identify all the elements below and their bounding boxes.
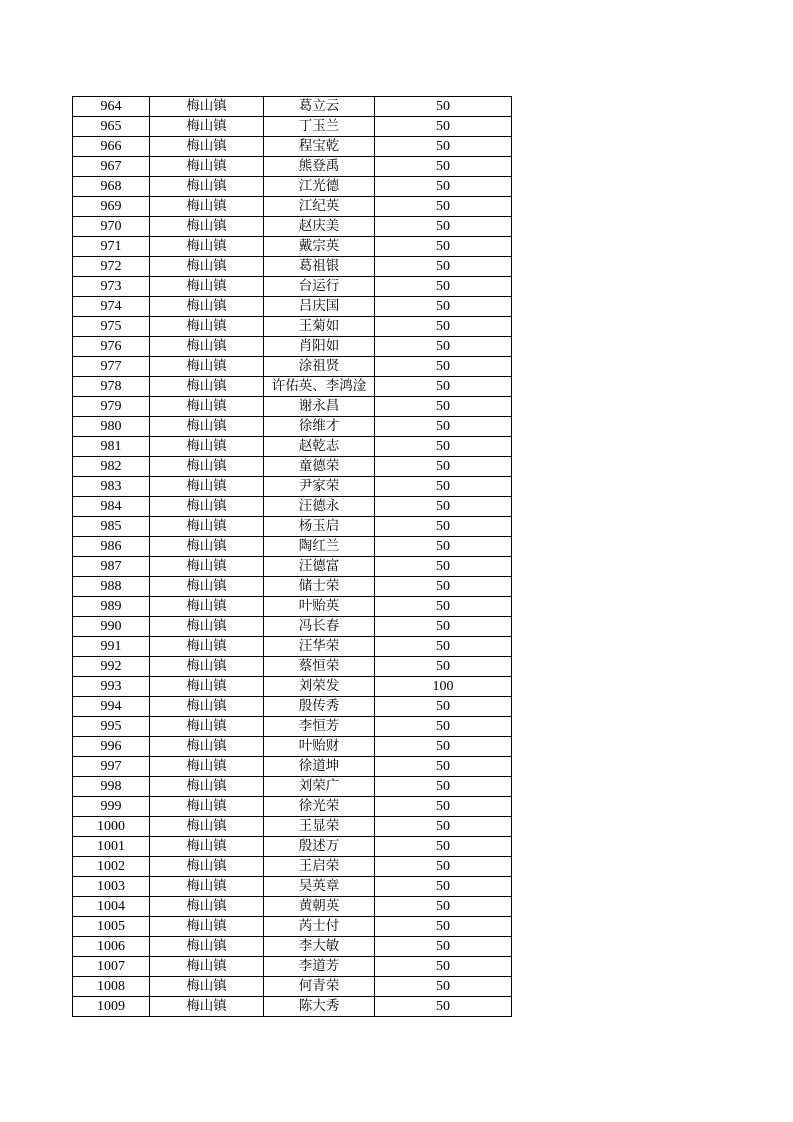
row-number-cell: 1004 — [73, 897, 150, 917]
row-number-cell: 999 — [73, 797, 150, 817]
amount-cell: 50 — [375, 157, 512, 177]
table-row — [73, 557, 512, 577]
amount-cell: 50 — [375, 337, 512, 357]
table-row — [73, 857, 512, 877]
town-cell: 梅山镇 — [150, 557, 264, 577]
table-row — [73, 417, 512, 437]
amount-cell: 50 — [375, 817, 512, 837]
table-row — [73, 517, 512, 537]
amount-cell: 50 — [375, 437, 512, 457]
row-number-cell: 987 — [73, 557, 150, 577]
row-number-cell: 994 — [73, 697, 150, 717]
row-number-cell: 969 — [73, 197, 150, 217]
table-row — [73, 97, 512, 117]
person-name-cell: 赵乾志 — [264, 437, 375, 457]
table-row — [73, 597, 512, 617]
row-number-cell: 980 — [73, 417, 150, 437]
person-name-cell: 陈大秀 — [264, 997, 375, 1017]
row-number-cell: 1006 — [73, 937, 150, 957]
amount-cell: 50 — [375, 977, 512, 997]
person-name-cell: 杨玉启 — [264, 517, 375, 537]
row-number-cell: 970 — [73, 217, 150, 237]
town-cell: 梅山镇 — [150, 677, 264, 697]
town-cell: 梅山镇 — [150, 477, 264, 497]
row-number-cell: 992 — [73, 657, 150, 677]
row-number-cell: 977 — [73, 357, 150, 377]
table-body — [73, 97, 512, 1017]
amount-cell: 50 — [375, 797, 512, 817]
row-number-cell: 972 — [73, 257, 150, 277]
town-cell: 梅山镇 — [150, 977, 264, 997]
person-name-cell: 叶贻英 — [264, 597, 375, 617]
town-cell: 梅山镇 — [150, 197, 264, 217]
town-cell: 梅山镇 — [150, 717, 264, 737]
person-name-cell: 王显荣 — [264, 817, 375, 837]
person-name-cell: 江纪英 — [264, 197, 375, 217]
town-cell: 梅山镇 — [150, 917, 264, 937]
table-row — [73, 657, 512, 677]
town-cell: 梅山镇 — [150, 517, 264, 537]
table-row — [73, 277, 512, 297]
amount-cell: 50 — [375, 377, 512, 397]
person-name-cell: 江光德 — [264, 177, 375, 197]
row-number-cell: 965 — [73, 117, 150, 137]
row-number-cell: 975 — [73, 317, 150, 337]
amount-cell: 50 — [375, 397, 512, 417]
amount-cell: 50 — [375, 137, 512, 157]
amount-cell: 50 — [375, 557, 512, 577]
amount-cell: 50 — [375, 217, 512, 237]
table-row — [73, 237, 512, 257]
table-row — [73, 537, 512, 557]
table-row — [73, 877, 512, 897]
table-row — [73, 737, 512, 757]
town-cell: 梅山镇 — [150, 137, 264, 157]
person-name-cell: 李大敏 — [264, 937, 375, 957]
amount-cell: 50 — [375, 517, 512, 537]
person-name-cell: 谢永昌 — [264, 397, 375, 417]
table-row — [73, 617, 512, 637]
row-number-cell: 989 — [73, 597, 150, 617]
person-name-cell: 台运行 — [264, 277, 375, 297]
table-row — [73, 317, 512, 337]
amount-cell: 50 — [375, 417, 512, 437]
town-cell: 梅山镇 — [150, 937, 264, 957]
amount-cell: 50 — [375, 317, 512, 337]
town-cell: 梅山镇 — [150, 897, 264, 917]
person-name-cell: 尹家荣 — [264, 477, 375, 497]
person-name-cell: 吕庆国 — [264, 297, 375, 317]
amount-cell: 50 — [375, 597, 512, 617]
table-row — [73, 217, 512, 237]
person-name-cell: 童德荣 — [264, 457, 375, 477]
table-row — [73, 937, 512, 957]
town-cell: 梅山镇 — [150, 377, 264, 397]
amount-cell: 50 — [375, 457, 512, 477]
amount-cell: 50 — [375, 117, 512, 137]
person-name-cell: 蔡恒荣 — [264, 657, 375, 677]
table-row — [73, 137, 512, 157]
table-row — [73, 997, 512, 1017]
table-row — [73, 817, 512, 837]
town-cell: 梅山镇 — [150, 357, 264, 377]
town-cell: 梅山镇 — [150, 537, 264, 557]
table-row — [73, 397, 512, 417]
amount-cell: 50 — [375, 857, 512, 877]
amount-cell: 50 — [375, 477, 512, 497]
row-number-cell: 1002 — [73, 857, 150, 877]
town-cell: 梅山镇 — [150, 857, 264, 877]
person-name-cell: 芮士付 — [264, 917, 375, 937]
row-number-cell: 1009 — [73, 997, 150, 1017]
town-cell: 梅山镇 — [150, 337, 264, 357]
amount-cell: 50 — [375, 577, 512, 597]
person-name-cell: 徐道坤 — [264, 757, 375, 777]
town-cell: 梅山镇 — [150, 797, 264, 817]
person-name-cell: 许佑英、李鸿淦 — [264, 377, 375, 397]
amount-cell: 50 — [375, 757, 512, 777]
table-row — [73, 477, 512, 497]
person-name-cell: 何青荣 — [264, 977, 375, 997]
amount-cell: 100 — [375, 677, 512, 697]
row-number-cell: 993 — [73, 677, 150, 697]
row-number-cell: 997 — [73, 757, 150, 777]
town-cell: 梅山镇 — [150, 437, 264, 457]
town-cell: 梅山镇 — [150, 817, 264, 837]
town-cell: 梅山镇 — [150, 457, 264, 477]
person-name-cell: 赵庆美 — [264, 217, 375, 237]
person-name-cell: 葛立云 — [264, 97, 375, 117]
amount-cell: 50 — [375, 777, 512, 797]
row-number-cell: 1008 — [73, 977, 150, 997]
row-number-cell: 1005 — [73, 917, 150, 937]
town-cell: 梅山镇 — [150, 277, 264, 297]
row-number-cell: 964 — [73, 97, 150, 117]
table-row — [73, 637, 512, 657]
amount-cell: 50 — [375, 917, 512, 937]
amount-cell: 50 — [375, 957, 512, 977]
table-row — [73, 177, 512, 197]
table-row — [73, 797, 512, 817]
table-row — [73, 117, 512, 137]
amount-cell: 50 — [375, 197, 512, 217]
person-name-cell: 肖阳如 — [264, 337, 375, 357]
person-name-cell: 戴宗英 — [264, 237, 375, 257]
person-name-cell: 吴英章 — [264, 877, 375, 897]
amount-cell: 50 — [375, 617, 512, 637]
table-row — [73, 197, 512, 217]
town-cell: 梅山镇 — [150, 297, 264, 317]
person-name-cell: 刘荣广 — [264, 777, 375, 797]
person-name-cell: 陶红兰 — [264, 537, 375, 557]
amount-cell: 50 — [375, 717, 512, 737]
town-cell: 梅山镇 — [150, 997, 264, 1017]
amount-cell: 50 — [375, 497, 512, 517]
amount-cell: 50 — [375, 697, 512, 717]
person-name-cell: 殷传秀 — [264, 697, 375, 717]
person-name-cell: 徐光荣 — [264, 797, 375, 817]
data-table — [72, 96, 512, 1017]
town-cell: 梅山镇 — [150, 97, 264, 117]
amount-cell: 50 — [375, 537, 512, 557]
table-row — [73, 957, 512, 977]
town-cell: 梅山镇 — [150, 577, 264, 597]
town-cell: 梅山镇 — [150, 417, 264, 437]
town-cell: 梅山镇 — [150, 177, 264, 197]
person-name-cell: 程宝乾 — [264, 137, 375, 157]
row-number-cell: 1001 — [73, 837, 150, 857]
table-row — [73, 717, 512, 737]
row-number-cell: 976 — [73, 337, 150, 357]
town-cell: 梅山镇 — [150, 637, 264, 657]
person-name-cell: 储士荣 — [264, 577, 375, 597]
person-name-cell: 黄朝英 — [264, 897, 375, 917]
person-name-cell: 葛祖银 — [264, 257, 375, 277]
table-row — [73, 697, 512, 717]
row-number-cell: 978 — [73, 377, 150, 397]
town-cell: 梅山镇 — [150, 757, 264, 777]
amount-cell: 50 — [375, 837, 512, 857]
amount-cell: 50 — [375, 637, 512, 657]
row-number-cell: 967 — [73, 157, 150, 177]
town-cell: 梅山镇 — [150, 157, 264, 177]
row-number-cell: 982 — [73, 457, 150, 477]
amount-cell: 50 — [375, 997, 512, 1017]
table-row — [73, 457, 512, 477]
amount-cell: 50 — [375, 257, 512, 277]
person-name-cell: 丁玉兰 — [264, 117, 375, 137]
table-row — [73, 337, 512, 357]
person-name-cell: 叶贻财 — [264, 737, 375, 757]
table-row — [73, 837, 512, 857]
amount-cell: 50 — [375, 297, 512, 317]
row-number-cell: 979 — [73, 397, 150, 417]
row-number-cell: 974 — [73, 297, 150, 317]
table-row — [73, 897, 512, 917]
row-number-cell: 996 — [73, 737, 150, 757]
row-number-cell: 984 — [73, 497, 150, 517]
town-cell: 梅山镇 — [150, 317, 264, 337]
row-number-cell: 998 — [73, 777, 150, 797]
table-row — [73, 437, 512, 457]
row-number-cell: 973 — [73, 277, 150, 297]
person-name-cell: 汪德永 — [264, 497, 375, 517]
table-row — [73, 677, 512, 697]
town-cell: 梅山镇 — [150, 777, 264, 797]
row-number-cell: 968 — [73, 177, 150, 197]
amount-cell: 50 — [375, 737, 512, 757]
row-number-cell: 966 — [73, 137, 150, 157]
person-name-cell: 王启荣 — [264, 857, 375, 877]
row-number-cell: 985 — [73, 517, 150, 537]
town-cell: 梅山镇 — [150, 657, 264, 677]
person-name-cell: 刘荣发 — [264, 677, 375, 697]
person-name-cell: 涂祖贤 — [264, 357, 375, 377]
person-name-cell: 殷述万 — [264, 837, 375, 857]
table-row — [73, 357, 512, 377]
person-name-cell: 汪华荣 — [264, 637, 375, 657]
amount-cell: 50 — [375, 97, 512, 117]
amount-cell: 50 — [375, 877, 512, 897]
table-row — [73, 257, 512, 277]
town-cell: 梅山镇 — [150, 617, 264, 637]
row-number-cell: 995 — [73, 717, 150, 737]
table-row — [73, 497, 512, 517]
person-name-cell: 汪德富 — [264, 557, 375, 577]
amount-cell: 50 — [375, 237, 512, 257]
town-cell: 梅山镇 — [150, 597, 264, 617]
amount-cell: 50 — [375, 177, 512, 197]
town-cell: 梅山镇 — [150, 837, 264, 857]
row-number-cell: 1007 — [73, 957, 150, 977]
town-cell: 梅山镇 — [150, 957, 264, 977]
amount-cell: 50 — [375, 657, 512, 677]
town-cell: 梅山镇 — [150, 237, 264, 257]
town-cell: 梅山镇 — [150, 697, 264, 717]
town-cell: 梅山镇 — [150, 217, 264, 237]
row-number-cell: 983 — [73, 477, 150, 497]
town-cell: 梅山镇 — [150, 737, 264, 757]
row-number-cell: 981 — [73, 437, 150, 457]
table-row — [73, 977, 512, 997]
row-number-cell: 971 — [73, 237, 150, 257]
person-name-cell: 徐维才 — [264, 417, 375, 437]
row-number-cell: 1003 — [73, 877, 150, 897]
row-number-cell: 991 — [73, 637, 150, 657]
town-cell: 梅山镇 — [150, 877, 264, 897]
person-name-cell: 冯长春 — [264, 617, 375, 637]
amount-cell: 50 — [375, 277, 512, 297]
person-name-cell: 李恒芳 — [264, 717, 375, 737]
row-number-cell: 1000 — [73, 817, 150, 837]
table-row — [73, 917, 512, 937]
amount-cell: 50 — [375, 897, 512, 917]
row-number-cell: 990 — [73, 617, 150, 637]
table-row — [73, 377, 512, 397]
table-row — [73, 157, 512, 177]
person-name-cell: 熊登禹 — [264, 157, 375, 177]
town-cell: 梅山镇 — [150, 117, 264, 137]
table-row — [73, 777, 512, 797]
amount-cell: 50 — [375, 357, 512, 377]
row-number-cell: 986 — [73, 537, 150, 557]
table-row — [73, 757, 512, 777]
amount-cell: 50 — [375, 937, 512, 957]
table-row — [73, 577, 512, 597]
person-name-cell: 王菊如 — [264, 317, 375, 337]
town-cell: 梅山镇 — [150, 397, 264, 417]
table-row — [73, 297, 512, 317]
person-name-cell: 李道芳 — [264, 957, 375, 977]
town-cell: 梅山镇 — [150, 257, 264, 277]
row-number-cell: 988 — [73, 577, 150, 597]
town-cell: 梅山镇 — [150, 497, 264, 517]
